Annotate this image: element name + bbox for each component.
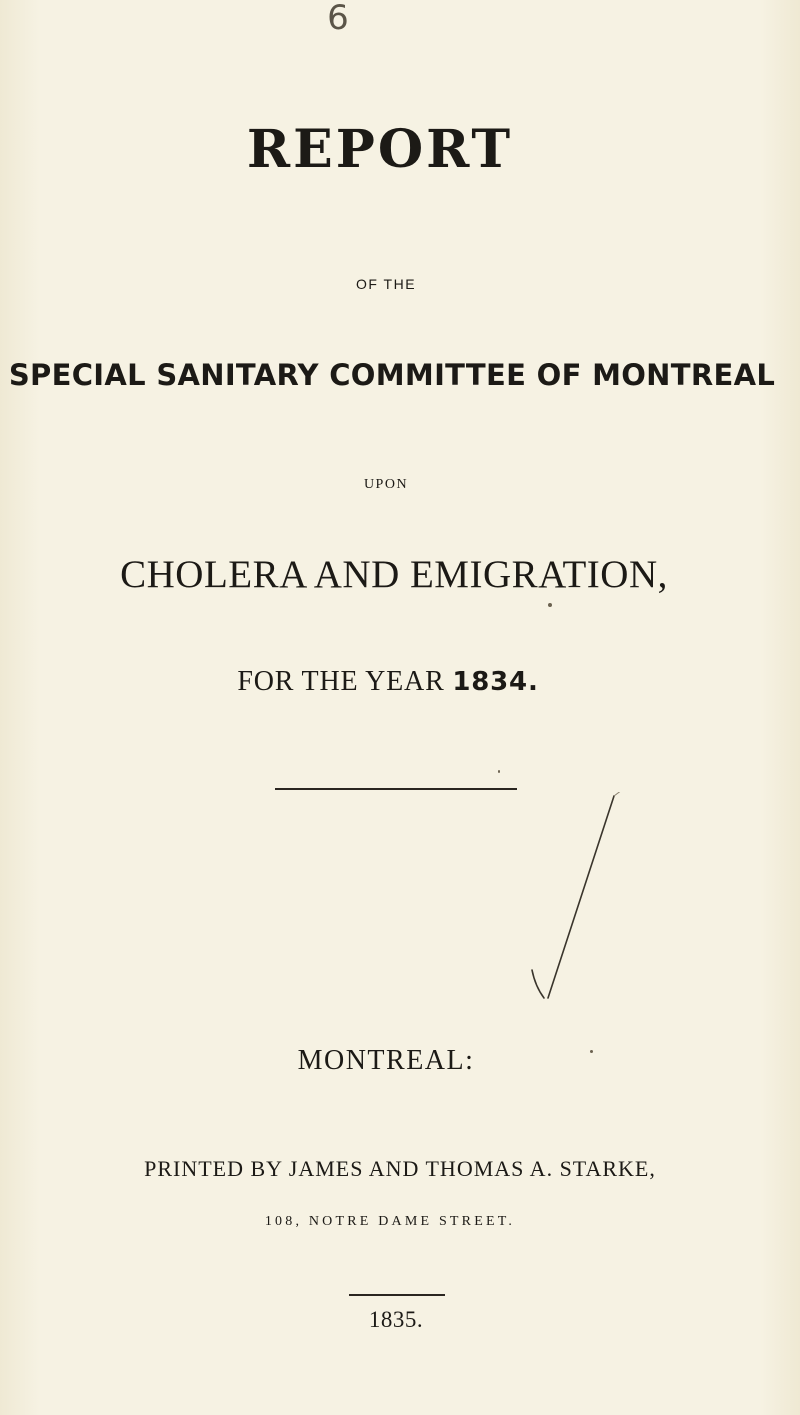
short-divider-rule: [349, 1294, 445, 1296]
report-year-line: [0, 665, 788, 699]
page-number: 6: [327, 0, 349, 38]
printer-line: PRINTED BY JAMES AND THOMAS A. STARKE,: [144, 1156, 656, 1181]
committee-name: SPECIAL SANITARY COMMITTEE OF MONTREAL: [8, 358, 776, 392]
report-title: REPORT: [246, 119, 514, 180]
report-subject: CHOLERA AND EMIGRATION,: [120, 553, 668, 596]
printer-address: 108, NOTRE DAME STREET.: [264, 1214, 516, 1229]
publication-city: MONTREAL:: [297, 1045, 475, 1076]
report-year: 1834.: [452, 667, 539, 697]
paper-speck: [548, 603, 552, 607]
divider-rule: [275, 788, 517, 790]
publication-year: 1835.: [368, 1307, 424, 1332]
paper-speck: [498, 770, 500, 773]
paper-speck: [590, 1050, 593, 1053]
upon-label: UPON: [363, 477, 409, 492]
year-prefix: FOR THE YEAR: [237, 666, 445, 697]
of-the-label: OF THE: [355, 276, 417, 292]
pencil-mark-icon: [530, 792, 630, 1002]
